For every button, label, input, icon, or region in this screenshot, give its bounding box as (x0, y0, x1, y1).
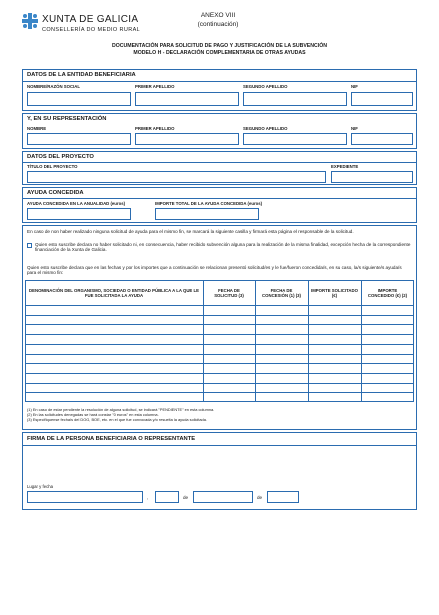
aid-annual-label: AYUDA CONCEDIDA EN LA ANUALIDAD (euros) (27, 201, 126, 206)
representative-nif-label: NIF (351, 126, 358, 131)
department-name: CONSELLERÍA DO MEDIO RURAL (42, 27, 141, 33)
table-header-request-date: FECHA DE SOLICITUD (3) (214, 288, 244, 298)
table-header-grant-date: FECHA DE CONCESIÓN (1) (3) (262, 288, 301, 298)
divider (23, 162, 416, 163)
project-file-field[interactable] (331, 171, 413, 183)
beneficiary-nif-label: NIF (351, 84, 358, 89)
xunta-logo (22, 13, 38, 29)
representative-section (22, 113, 417, 149)
table-row[interactable] (25, 305, 414, 315)
footnote-1: (1) En caso de estar pendiente la resolución de alguna solicitud, se indicará "PENDIENTE" en esta columna. (27, 407, 215, 412)
de-label-1: de (183, 495, 189, 500)
representative-name-field[interactable] (27, 133, 131, 145)
xunta-logo-icon (22, 13, 38, 29)
document-title-line1: DOCUMENTACIÓN PARA SOLICITUD DE PAGO Y JUSTIFICACIÓN DE LA SUBVENCIÓN (111, 43, 327, 49)
divider (23, 198, 416, 199)
representative-name-label: NOMBRE (27, 126, 47, 131)
aid-total-field[interactable] (155, 208, 259, 220)
aid-annual-field[interactable] (27, 208, 131, 220)
month-field[interactable] (193, 491, 253, 503)
declaration-statement: Quien esto suscribe declara que en las fechas y por los importes que a continuación se relacionan presentó solicitud/es y le fue/fueron concedida/s, en su caso, la/s siguiente/s ayuda/s para el mismo fin: (27, 265, 402, 276)
table-header-entity: DENOMINACIÓN DEL ORGANISMO, SOCIEDAD O ENTIDAD PÚBLICA A LA QUE LE FUE SOLICITADA LA AYUDA (29, 288, 199, 298)
footnote-3: (3) Especifíquense fecha/s del DOG, BOE, etc. en el que fue convocada y/o resuelta la ayuda solicitada. (27, 417, 207, 422)
table-row[interactable] (25, 383, 414, 393)
table-row[interactable] (25, 344, 414, 354)
representative-surname1-label: PRIMER APELLIDO (135, 126, 175, 131)
beneficiary-name-field[interactable] (27, 92, 131, 106)
representative-title: Y, EN SU REPRESENTACIÓN (27, 116, 107, 122)
project-title-label: TÍTULO DEL PROYECTO (27, 164, 78, 169)
de-label-2: de (257, 495, 263, 500)
beneficiary-surname2-field[interactable] (243, 92, 347, 106)
document-title-line2: MODELO H - DECLARACIÓN COMPLEMENTARIA DE OTRAS AYUDAS (133, 50, 306, 56)
table-row[interactable] (25, 392, 414, 402)
beneficiary-surname1-label: PRIMER APELLIDO (135, 84, 175, 89)
table-header-requested-amount: IMPORTE SOLICITADO (€) (311, 288, 358, 298)
aid-title: AYUDA CONCEDIDA (27, 190, 84, 196)
checkbox-text: Quien esto suscribe declara no haber solicitado ni, en consecuencia, haber recibido subvención alguna para la realización de la misma finalidad, excepción hecha de la correspondiente financiación de la Xunta de Galicia. (35, 242, 411, 253)
signature-section (22, 432, 417, 510)
table-row[interactable] (25, 354, 414, 364)
org-name: XUNTA DE GALICIA (42, 14, 139, 25)
annex-note: (continuación) (197, 21, 239, 28)
place-date-label: Lugar y fecha (27, 484, 54, 489)
table-row[interactable] (25, 334, 414, 344)
declaration-intro: En caso de non haber realizado ninguna solicitud de ayuda para el mismo fin, se marcará la siguiente casilla y firmará esta página el responsable de la solicitud. (27, 229, 354, 234)
beneficiary-section (22, 69, 417, 111)
annex-label: ANEXO VIII (200, 12, 236, 19)
aid-total-label: IMPORTE TOTAL DE LA AYUDA CONCEDIDA (euros) (155, 201, 263, 206)
representative-surname1-field[interactable] (135, 133, 239, 145)
table-header-granted-amount: IMPORTE CONCEDIDO (€) (2) (367, 288, 408, 298)
project-section (22, 151, 417, 185)
beneficiary-title: DATOS DE LA ENTIDAD BENEFICIARIA (27, 72, 136, 78)
beneficiary-nif-field[interactable] (351, 92, 413, 106)
year-field[interactable] (267, 491, 299, 503)
project-file-label: EXPEDIENTE (331, 164, 359, 169)
table-row[interactable] (25, 315, 414, 325)
beneficiary-surname2-label: SEGUNDO APELLIDO (243, 84, 288, 89)
representative-surname2-label: SEGUNDO APELLIDO (243, 126, 288, 131)
table-row[interactable] (25, 373, 414, 383)
table-row[interactable] (25, 324, 414, 334)
representative-surname2-field[interactable] (243, 133, 347, 145)
footnote-2: (2) En las solicitudes denegadas se hará constar "0 euros" en esta columna. (27, 412, 159, 417)
comma-separator: , (147, 495, 149, 500)
place-field[interactable] (27, 491, 143, 503)
no-other-aid-checkbox[interactable] (27, 243, 32, 248)
divider (23, 81, 416, 82)
project-title-field[interactable] (27, 171, 326, 183)
day-field[interactable] (155, 491, 179, 503)
table-row[interactable] (25, 363, 414, 373)
signature-title: FIRMA DE LA PERSONA BENEFICIARIA O REPRESENTANTE (27, 436, 196, 442)
beneficiary-surname1-field[interactable] (135, 92, 239, 106)
divider (23, 445, 416, 446)
other-aids-table (25, 280, 414, 402)
aid-section (22, 187, 417, 223)
declaration-section (22, 225, 417, 430)
representative-nif-field[interactable] (351, 133, 413, 145)
project-title: DATOS DEL PROYECTO (27, 154, 94, 160)
beneficiary-name-label: NOMBRE/RAZÓN SOCIAL (27, 84, 80, 89)
